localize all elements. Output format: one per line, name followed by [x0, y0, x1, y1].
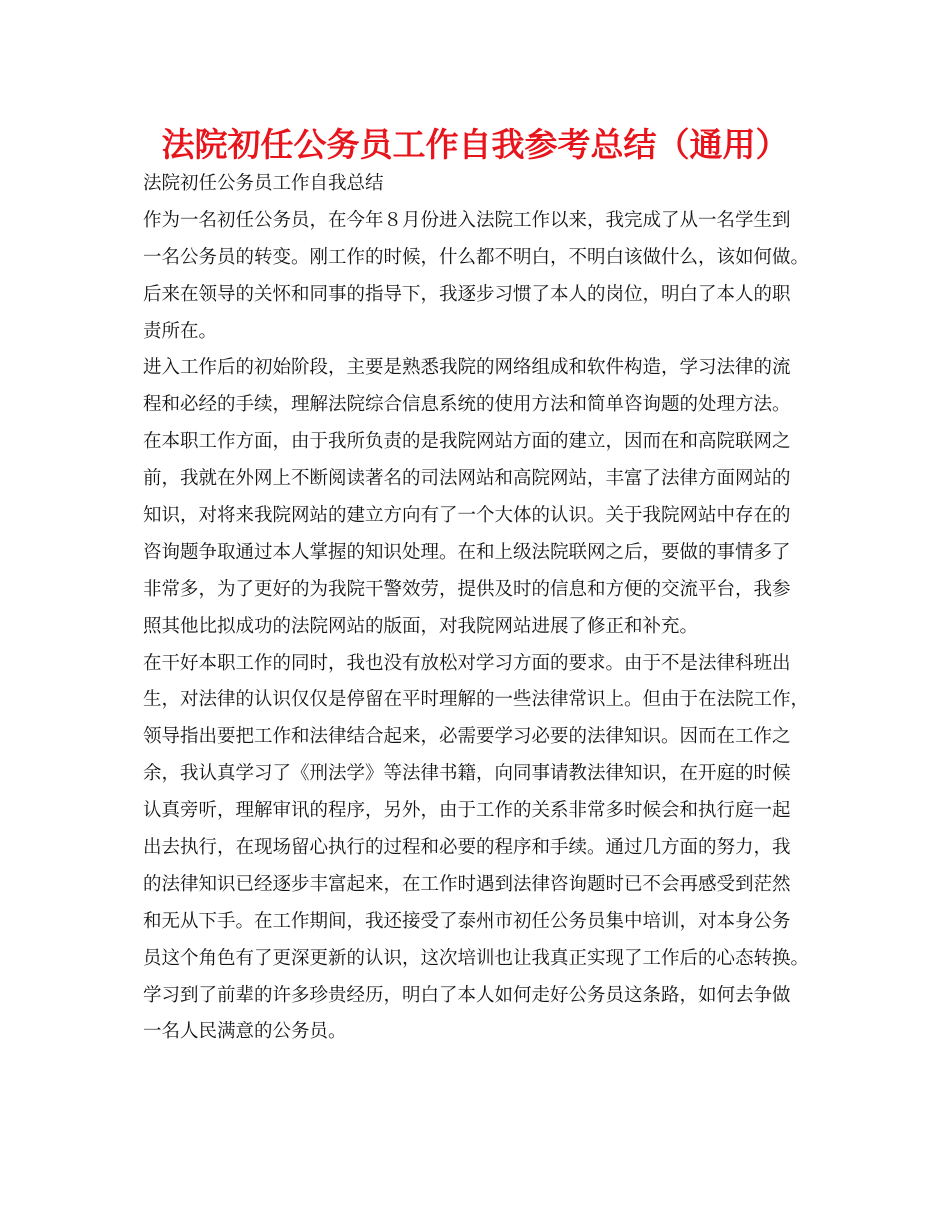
body-line: 非常多，为了更好的为我院干警效劳，提供及时的信息和方便的交流平台，我参: [143, 578, 791, 600]
document-body: [143, 166, 823, 1051]
body-line: 照其他比拟成功的法院网站的版面，对我院网站进展了修正和补充。: [143, 615, 699, 637]
body-line: 咨询题争取通过本人掌握的知识处理。在和上级法院联网之后，要做的事情多了: [143, 541, 791, 563]
body-line: 认真旁听，理解审讯的程序，另外，由于工作的关系非常多时候会和执行庭一起: [143, 800, 791, 822]
body-line: 学习到了前辈的许多珍贵经历，明白了本人如何走好公务员这条路，如何去争做: [143, 984, 791, 1006]
body-line: 和无从下手。在工作期间，我还接受了泰州市初任公务员集中培训，对本身公务: [143, 910, 791, 932]
body-line: 一名公务员的转变。刚工作的时候，什么都不明白，不明白该做什么，该如何做。: [143, 246, 810, 268]
body-line: 出去执行，在现场留心执行的过程和必要的程序和手续。通过几方面的努力，我: [143, 837, 791, 859]
body-line: 的法律知识已经逐步丰富起来，在工作时遇到法律咨询题时已不会再感受到茫然: [143, 873, 791, 895]
body-line: 在干好本职工作的同时，我也没有放松对学习方面的要求。由于不是法律科班出: [143, 652, 791, 674]
body-line: 一名人民满意的公务员。: [143, 1021, 347, 1043]
subtitle-line: 法院初任公务员工作自我总结: [143, 173, 384, 194]
body-line: 生，对法律的认识仅仅是停留在平时理解的一些法律常识上。但由于在法院工作，: [143, 689, 810, 711]
body-line: 责所在。: [143, 320, 218, 342]
body-line: 知识，对将来我院网站的建立方向有了一个大体的认识。关于我院网站中存在的: [143, 505, 791, 527]
body-line: 余，我认真学习了《刑法学》等法律书籍，向同事请教法律知识，在开庭的时候: [143, 763, 791, 785]
body-line: 作为一名初任公务员，在今年８月份进入法院工作以来，我完成了从一名学生到: [143, 209, 791, 231]
body-line: 后来在领导的关怀和同事的指导下，我逐步习惯了本人的岗位，明白了本人的职: [143, 283, 791, 305]
body-line: 程和必经的手续，理解法院综合信息系统的使用方法和简单咨询题的处理方法。: [143, 394, 791, 416]
body-line: 在本职工作方面，由于我所负责的是我院网站方面的建立，因而在和高院联网之: [143, 431, 791, 453]
body-line: 员这个角色有了更深更新的认识，这次培训也让我真正实现了工作后的心态转换。: [143, 947, 810, 969]
body-line: 进入工作后的初始阶段，主要是熟悉我院的网络组成和软件构造，学习法律的流: [143, 357, 791, 379]
body-line: 前，我就在外网上不断阅读著名的司法网站和高院网站，丰富了法律方面网站的: [143, 468, 791, 490]
document-title: 法院初任公务员工作自我参考总结（通用）: [161, 125, 789, 164]
body-line: 领导指出要把工作和法律结合起来，必需要学习必要的法律知识。因而在工作之: [143, 726, 791, 748]
